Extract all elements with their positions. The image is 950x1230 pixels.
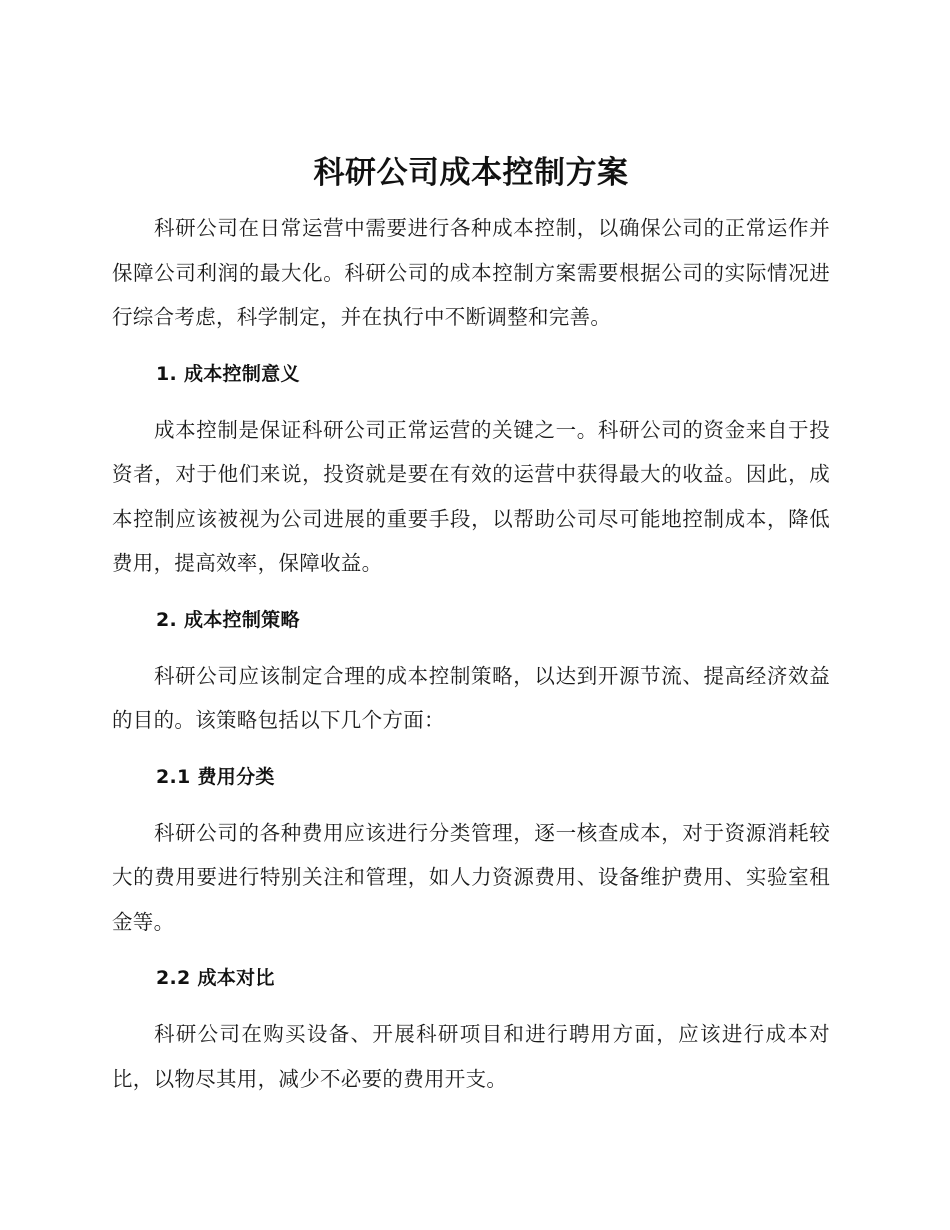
section-heading-cost-comparison: 2.2 成本对比: [156, 967, 275, 989]
section-heading-cost-control-strategy: 2. 成本控制策略: [156, 608, 300, 631]
section-body-cost-control-strategy: 科研公司应该制定合理的成本控制策略，以达到开源节流、提高经济效益的目的。该策略包括以下几个方面：: [112, 663, 830, 732]
section-heading-expense-classification: 2.1 费用分类: [156, 765, 275, 788]
document-title: 科研公司成本控制方案: [313, 155, 629, 191]
document-page: [112, 148, 830, 1101]
intro-paragraph: 科研公司在日常运营中需要进行各种成本控制，以确保公司的正常运作并保障公司利润的最大化。科研公司的成本控制方案需要根据公司的实际情况进行综合考虑，科学制定，并在执行中不断调整和完善。: [112, 216, 830, 329]
section-body-cost-control-significance: 成本控制是保证科研公司正常运营的关键之一。科研公司的资金来自于投资者，对于他们来说，投资就是要在有效的运营中获得最大的收益。因此，成本控制应该被视为公司进展的重要手段，以帮助公司尽可能地控制成本，降低费用，提高效率，保障收益。: [112, 417, 830, 575]
section-body-expense-classification: 科研公司的各种费用应该进行分类管理，逐一核查成本，对于资源消耗较大的费用要进行特别关注和管理，如人力资源费用、设备维护费用、实验室租金等。: [112, 820, 830, 934]
section-body-cost-comparison: 科研公司在购买设备、开展科研项目和进行聘用方面，应该进行成本对比，以物尽其用，减少不必要的费用开支。: [112, 1022, 830, 1091]
section-heading-cost-control-significance: 1. 成本控制意义: [156, 362, 300, 385]
